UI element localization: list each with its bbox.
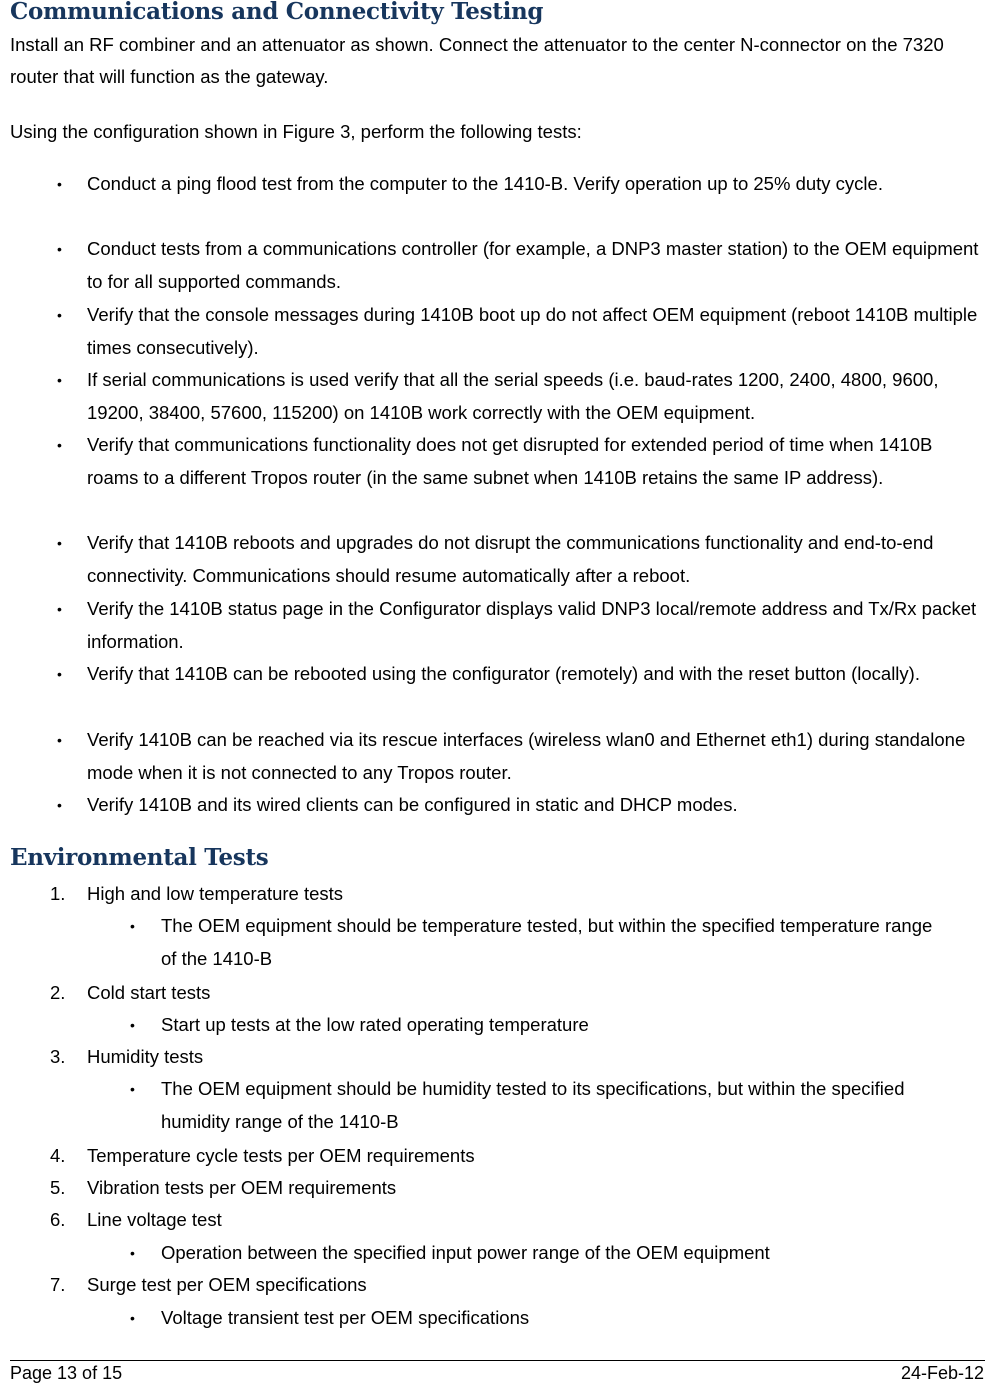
list-item-text: If serial communications is used verify that all the serial speeds (i.e. baud-rates 1200, 2400, 4800, 9600, 19200, 38400, 57600, 115200) on 1410B work correctly with the OEM equipment. [87,369,939,423]
list-item [50,977,210,1009]
list-item [57,429,982,494]
list-item-text: Humidity tests [87,1046,204,1067]
bullet-icon: • [57,797,62,813]
list-item [57,658,982,691]
list-item [57,364,982,429]
section-heading-environmental: Environmental Tests [10,844,269,871]
list-item [57,299,982,364]
list-number: 5. [50,1177,66,1198]
list-item-text: Verify that the console messages during 1410B boot up do not affect OEM equipment (reboot 1410B multiple times consecutively). [87,304,978,358]
sub-list-item-text: The OEM equipment should be temperature tested, but within the specified temperature range of the 1410-B [161,915,933,969]
list-item [50,878,343,910]
bullet-icon: • [130,1081,135,1097]
sub-list-item [130,1237,941,1270]
bullet-icon: • [130,918,135,934]
lead-paragraph: Using the configuration shown in Figure 3, perform the following tests: [10,121,582,142]
list-item [57,233,982,298]
list-item-text: Verify that communications functionality does not get disrupted for extended period of time when 1410B roams to a different Tropos router (in the same subnet when 1410B retains the same IP address). [87,434,933,488]
list-item [50,1041,203,1073]
bullet-icon: • [57,666,62,682]
sub-list-item-text: Operation between the specified input power range of the OEM equipment [161,1242,770,1263]
list-item-text: High and low temperature tests [87,883,344,904]
list-number: 2. [50,982,66,1003]
list-item-text: Verify that 1410B can be rebooted using the configurator (remotely) and with the reset button (locally). [87,663,920,684]
bullet-icon: • [57,535,62,551]
list-item [50,1140,475,1172]
bullet-icon: • [57,437,62,453]
list-item [57,168,982,201]
list-item [50,1172,396,1204]
bullet-icon: • [130,1310,135,1326]
sub-list-item-text: Voltage transient test per OEM specifications [161,1307,530,1328]
sub-list-item [130,1073,941,1138]
list-item [50,1269,367,1301]
list-item-text: Verify 1410B can be reached via its rescue interfaces (wireless wlan0 and Ethernet eth1) during standalone mode when it is not connected to any Tropos router. [87,729,966,783]
footer-date: 24-Feb-12 [900,1363,984,1383]
sub-list-item-text: Start up tests at the low rated operating temperature [161,1014,589,1035]
list-item [57,724,982,789]
list-item-text: Temperature cycle tests per OEM requirements [87,1145,475,1166]
list-number: 1. [50,883,66,904]
bullet-icon: • [57,732,62,748]
bullet-icon: • [57,176,62,192]
page-number: Page 13 of 15 [10,1363,123,1383]
list-number: 4. [50,1145,66,1166]
list-item-text: Conduct a ping flood test from the computer to the 1410-B. Verify operation up to 25% duty cycle. [87,173,883,194]
list-item-text: Surge test per OEM specifications [87,1274,367,1295]
list-item-text: Verify the 1410B status page in the Configurator displays valid DNP3 local/remote address and Tx/Rx packet information. [87,598,977,652]
intro-paragraph: Install an RF combiner and an attenuator as shown. Connect the attenuator to the center N-connector on the 7320 router that will function as the gateway. [10,34,944,87]
bullet-icon: • [57,307,62,323]
list-item-text: Verify that 1410B reboots and upgrades do not disrupt the communications functionality and end-to-end connectivity. Communications should resume automatically after a reboot. [87,532,934,586]
list-number: 6. [50,1209,66,1230]
sub-list-item [130,1302,941,1335]
sub-list-item-text: The OEM equipment should be humidity tested to its specifications, but within the specified humidity range of the 1410-B [161,1078,905,1132]
list-item-text: Line voltage test [87,1209,222,1230]
list-item [57,789,982,822]
bullet-icon: • [130,1017,135,1033]
bullet-icon: • [57,601,62,617]
list-item-text: Vibration tests per OEM requirements [87,1177,397,1198]
list-item [57,527,982,592]
sub-list-item [130,910,941,975]
bullet-icon: • [57,241,62,257]
list-number: 3. [50,1046,66,1067]
list-item-text: Verify 1410B and its wired clients can be configured in static and DHCP modes. [87,794,738,815]
list-item [57,593,982,658]
list-item [50,1204,222,1236]
sub-list-item [130,1009,941,1042]
list-item-text: Cold start tests [87,982,211,1003]
bullet-icon: • [130,1245,135,1261]
list-number: 7. [50,1274,66,1295]
list-item-text: Conduct tests from a communications controller (for example, a DNP3 master station) to the OEM equipment to for all supported commands. [87,238,979,292]
bullet-icon: • [57,372,62,388]
section-heading-communications: Communications and Connectivity Testing [10,0,544,25]
footer-divider [10,1360,985,1361]
